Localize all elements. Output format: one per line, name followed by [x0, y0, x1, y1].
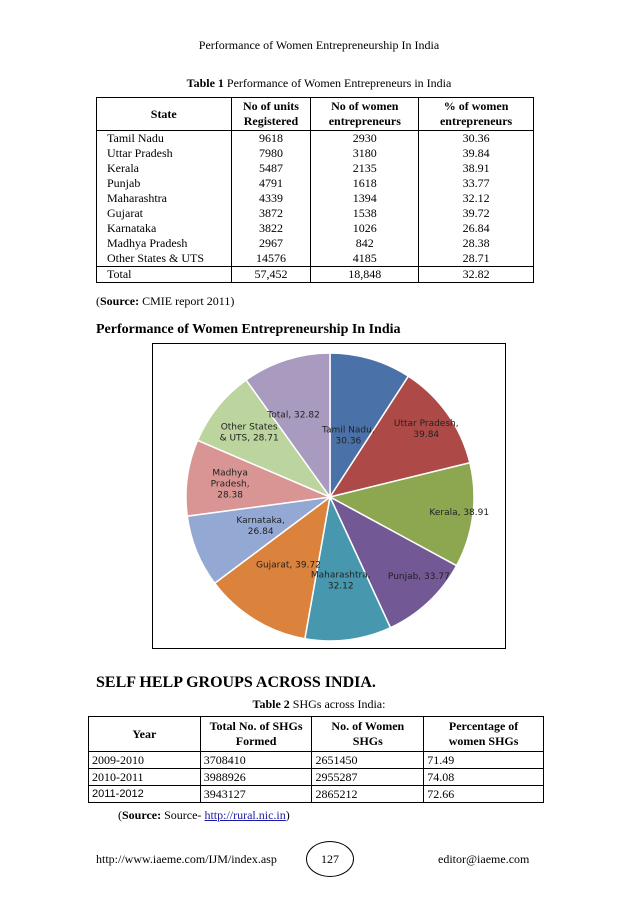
pie-label: Tamil Nadu, 30.36	[322, 425, 375, 447]
pie-label: Total, 32.82	[267, 410, 320, 421]
table1-cell-value: 14576	[231, 251, 311, 267]
table1-cell-value: 30.36	[419, 131, 534, 147]
pie-label: Punjab, 33.77	[387, 571, 450, 582]
table2-cell-value: 3943127	[200, 786, 312, 803]
table1-cell-state: Other States & UTS	[97, 251, 232, 267]
table1-cell-value: 1026	[311, 221, 419, 236]
table1-row	[97, 131, 534, 147]
table1-row	[97, 221, 534, 236]
table1-caption-label: Table 1	[186, 76, 224, 90]
table2-header-women: No. of Women SHGs	[312, 717, 424, 752]
table1-cell-state: Maharashtra	[97, 191, 232, 206]
table1-cell-value: 26.84	[419, 221, 534, 236]
table2	[88, 716, 544, 803]
chart-heading: Performance of Women Entrepreneurship In India	[96, 322, 401, 337]
table1-caption	[0, 76, 638, 91]
pie-label: Madhya Pradesh, 28.38	[210, 468, 250, 501]
table1-cell-value: 1538	[311, 206, 419, 221]
table1-cell-value: 1394	[311, 191, 419, 206]
table1-cell-state: Tamil Nadu	[97, 131, 232, 147]
table2-body	[89, 752, 544, 803]
table1-body	[97, 131, 534, 283]
table1-cell-value: 28.38	[419, 236, 534, 251]
pie-label: Other States & UTS, 28.71	[219, 422, 279, 444]
table1-cell-value: 3822	[231, 221, 311, 236]
table1-source: (Source: CMIE report 2011)	[96, 294, 235, 308]
table1-cell-state: Madhya Pradesh	[97, 236, 232, 251]
table1-cell-value: 3872	[231, 206, 311, 221]
table2-source-prefix: Source-	[164, 808, 202, 822]
table2-cell-value: 71.49	[424, 752, 544, 769]
table1-row	[97, 251, 534, 267]
table1-cell-value: 3180	[311, 146, 419, 161]
table2-source-label: Source:	[122, 808, 162, 822]
table1-cell-value: 4185	[311, 251, 419, 267]
table1-row	[97, 191, 534, 206]
table1-cell-state: Gujarat	[97, 206, 232, 221]
table1-cell-value: 2967	[231, 236, 311, 251]
table2-header-total: Total No. of SHGs Formed	[200, 717, 312, 752]
table2-caption	[0, 697, 638, 712]
table2-caption-text: SHGs across India:	[292, 697, 386, 711]
table1-cell-value: 38.91	[419, 161, 534, 176]
pie-label: Kerala, 38.91	[429, 507, 490, 518]
table1-row	[97, 206, 534, 221]
table1-cell-value: 2135	[311, 161, 419, 176]
table1-row	[97, 161, 534, 176]
table1-cell-state: Total	[97, 267, 232, 283]
table1-cell-value: 32.12	[419, 191, 534, 206]
table1-cell-value: 4791	[231, 176, 311, 191]
table1-header-units: No of units Registered	[231, 98, 311, 131]
table2-cell-year: 2010-2011	[89, 769, 201, 786]
table1-cell-value: 33.77	[419, 176, 534, 191]
table1-header-percent: % of women entrepreneurs	[419, 98, 534, 131]
table1-cell-state: Punjab	[97, 176, 232, 191]
table1-cell-state: Karnataka	[97, 221, 232, 236]
table1-header-women: No of women entrepreneurs	[311, 98, 419, 131]
table1-cell-value: 57,452	[231, 267, 311, 283]
pie-label: Uttar Pradesh, 39.84	[393, 419, 459, 441]
table1-row	[97, 236, 534, 251]
table1-header-row	[97, 98, 534, 131]
table1-cell-value: 39.84	[419, 146, 534, 161]
pie-chart	[153, 344, 505, 648]
chart-frame	[152, 343, 506, 649]
source-link[interactable]: http://rural.nic.in	[204, 808, 286, 822]
table1-source-text: CMIE report 2011)	[142, 294, 235, 308]
table1-row	[97, 176, 534, 191]
table1-cell-value: 842	[311, 236, 419, 251]
table1-cell-state: Kerala	[97, 161, 232, 176]
table2-cell-value: 3708410	[200, 752, 312, 769]
table1-header-state: State	[97, 98, 232, 131]
table1-total-row	[97, 267, 534, 283]
table2-row	[89, 786, 544, 803]
pie-label: Gujarat, 39.72	[255, 560, 321, 571]
footer-url: http://www.iaeme.com/IJM/index.asp	[96, 852, 277, 866]
table1	[96, 97, 534, 283]
table1-cell-value: 1618	[311, 176, 419, 191]
table1-cell-value: 39.72	[419, 206, 534, 221]
pie-label: Karnataka, 26.84	[236, 515, 285, 537]
table1-cell-value: 28.71	[419, 251, 534, 267]
table2-row	[89, 769, 544, 786]
table2-cell-value: 74.08	[424, 769, 544, 786]
table1-row	[97, 146, 534, 161]
table1-cell-value: 4339	[231, 191, 311, 206]
table2-caption-label: Table 2	[252, 697, 290, 711]
table1-cell-state: Uttar Pradesh	[97, 146, 232, 161]
table2-row	[89, 752, 544, 769]
pie-label: Maharashtra, 32.12	[310, 570, 371, 592]
table1-cell-value: 18,848	[311, 267, 419, 283]
table2-cell-value: 2651450	[312, 752, 424, 769]
table2-header-percent: Percentage of women SHGs	[424, 717, 544, 752]
table2-header-year: Year	[89, 717, 201, 752]
table2-cell-year: 2009-2010	[89, 752, 201, 769]
table1-cell-value: 32.82	[419, 267, 534, 283]
table1-cell-value: 9618	[231, 131, 311, 147]
table2-cell-value: 2955287	[312, 769, 424, 786]
table2-cell-value: 72.66	[424, 786, 544, 803]
shg-heading: SELF HELP GROUPS ACROSS INDIA.	[96, 674, 376, 691]
table1-source-label: Source:	[100, 294, 140, 308]
footer-email: editor@iaeme.com	[438, 852, 530, 866]
table2-source: (Source: Source- http://rural.nic.in)	[118, 808, 290, 822]
table2-cell-value: 3988926	[200, 769, 312, 786]
table1-cell-value: 7980	[231, 146, 311, 161]
table2-cell-value: 2865212	[312, 786, 424, 803]
table1-caption-text: Performance of Women Entrepreneurs in India	[226, 76, 452, 90]
table1-cell-value: 5487	[231, 161, 311, 176]
running-header: Performance of Women Entrepreneurship In India	[198, 38, 440, 52]
table2-header-row	[89, 717, 544, 752]
table2-cell-year: 2011-2012	[89, 786, 201, 803]
table1-cell-value: 2930	[311, 131, 419, 147]
page-number: 127	[306, 841, 354, 877]
